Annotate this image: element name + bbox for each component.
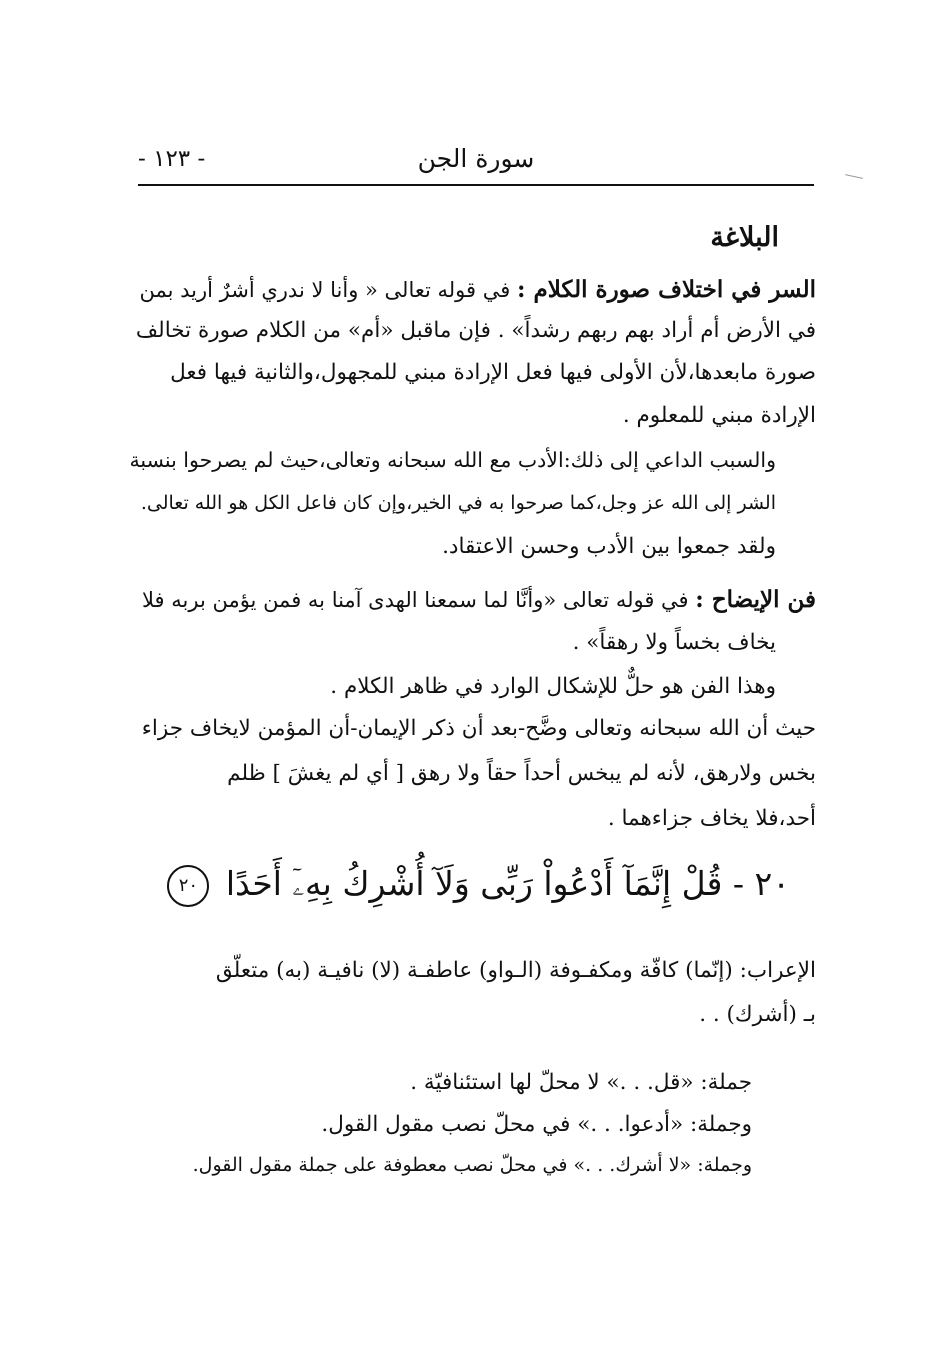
paragraph-line: حيث أن الله سبحانه وتعالى وضَّح-بعد أن ذكر الإيمان-أن المؤمن لايخاف جزاء — [141, 716, 816, 741]
paragraph-idah — [126, 586, 816, 666]
quran-verse — [167, 864, 790, 907]
paragraph-heading: فن الإيضاح : — [695, 586, 816, 613]
paragraph-reason — [126, 448, 776, 568]
paragraph-line: الشر إلى الله عز وجل،كما صرحوا به في الخير،وإن كان فاعل الكل هو الله تعالى. — [140, 492, 776, 514]
paragraph-line: فن الإيضاح : في قوله تعالى «وأنَّا لما سمعنا الهدى آمنا به فمن يؤمن بربه فلا — [142, 586, 816, 613]
paragraph-line: في الأرض أم أراد بهم ربهم رشداً» . فإن ماقبل «أم» من الكلام صورة تخالف — [135, 318, 816, 343]
paragraph-line: والسبب الداعي إلى ذلك:الأدب مع الله سبحانه وتعالى،حيث لم يصرحوا بنسبة — [129, 448, 776, 472]
section-heading-balagha: البلاغة — [710, 222, 779, 253]
paragraph-heading: السر في اختلاف صورة الكلام : — [516, 276, 816, 303]
paragraph-line: الإعراب: (إنّما) كافّة ومكفـوفة (الـواو) عاطفـة (لا) نافيـة (به) متعلّق — [215, 958, 816, 983]
page-number: - ١٢٣ - — [138, 146, 206, 172]
scan-artifact-mark — [845, 174, 863, 179]
paragraph-line: أحد،فلا يخاف جزاءهما . — [607, 806, 816, 831]
sentence-analysis-item: وجملة: «أدعوا. . .» في محلّ نصب مقول القول. — [321, 1112, 752, 1137]
verse-number: ٢٠ - — [732, 864, 790, 903]
paragraph-line: بخس ولارهق، لأنه لم يبخس أحداً حقاً ولا رهق [ أي لم يغشَ ] ظلم — [227, 761, 816, 786]
paragraph-explanation — [126, 716, 816, 846]
surah-title: سورة الجن — [417, 144, 535, 173]
paragraph-secret — [126, 276, 816, 436]
paragraph-irab — [126, 958, 816, 1048]
sentence-analysis-list — [192, 1070, 752, 1190]
paragraph-line: الإرادة مبني للمعلوم . — [622, 403, 816, 428]
paragraph-line: بـ (أشرك) . . — [699, 1002, 816, 1027]
paragraph-line: ولقد جمعوا بين الأدب وحسن الاعتقاد. — [442, 534, 776, 559]
verse-text: قُلْ إِنَّمَآ أَدْعُواْ رَبِّى وَلَآ أُشْرِكُ بِهِۦٓ أَحَدًا — [225, 864, 723, 903]
paragraph-line: السر في اختلاف صورة الكلام : في قوله تعالى « وأنا لا ندري أشرٌ أريد بمن — [139, 276, 816, 303]
paragraph-line: صورة مابعدها،لأن الأولى فيها فعل الإرادة مبني للمجهول،والثانية فيها فعل — [170, 360, 816, 385]
sentence-analysis-item: جملة: «قل. . .» لا محلّ لها استئنافيّة . — [410, 1070, 752, 1095]
paragraph-line: وهذا الفن هو حلٌّ للإشكال الوارد في ظاهر الكلام . — [330, 674, 776, 699]
verse-end-marker: ٢٠ — [167, 865, 209, 907]
page-header — [138, 140, 814, 186]
sentence-analysis-item: وجملة: «لا أشرك. . .» في محلّ نصب معطوفة على جملة مقول القول. — [192, 1154, 752, 1176]
paragraph-line: يخاف بخساً ولا رهقاً» . — [572, 630, 776, 655]
paragraph-solution — [126, 674, 776, 710]
